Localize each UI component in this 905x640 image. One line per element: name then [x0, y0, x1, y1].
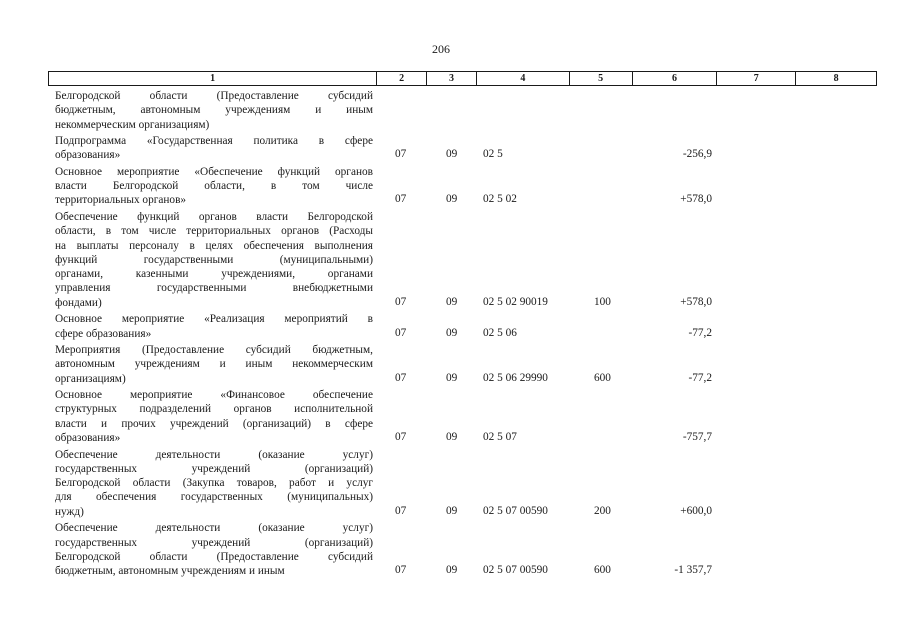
description-line: управления государственными внебюджетными [55, 282, 373, 295]
expense-type-code: 600 [594, 371, 611, 384]
row-description [55, 343, 373, 386]
section-code: 07 [395, 371, 407, 384]
description-line: сфере образования» [55, 327, 152, 340]
section-code: 07 [395, 295, 407, 308]
description-line: государственных учреждений (организаций) [55, 536, 373, 549]
row-description [55, 312, 373, 341]
description-line: для обеспечения государственных (муниципальных) [55, 491, 373, 504]
header-col-1: 1 [49, 72, 377, 85]
description-line: Основное мероприятие «Реализация мероприятий в [55, 313, 373, 326]
subsection-code: 09 [446, 504, 458, 517]
row-description [55, 89, 373, 132]
description-line: Белгородской области (Закупка товаров, работ и услуг [55, 477, 373, 490]
description-line: на выплаты персоналу в целях обеспечения выполнения [55, 239, 373, 252]
expense-type-code: 100 [594, 295, 611, 308]
description-line: Мероприятия (Предоставление субсидий бюджетным, [55, 344, 373, 357]
description-line: власти Белгородской области, в том числе [55, 180, 373, 193]
target-article-code: 02 5 06 [483, 326, 517, 339]
amount: -757,7 [682, 431, 712, 444]
header-col-2: 2 [377, 72, 427, 85]
description-line: фондами) [55, 296, 102, 309]
subsection-code: 09 [446, 148, 458, 161]
amount: +578,0 [680, 193, 712, 206]
subsection-code: 09 [446, 193, 458, 206]
amount: -77,2 [688, 326, 712, 339]
description-line: Основное мероприятие «Финансовое обеспечение [55, 389, 373, 402]
subsection-code: 09 [446, 326, 458, 339]
target-article-code: 02 5 02 90019 [483, 295, 548, 308]
section-code: 07 [395, 504, 407, 517]
header-col-8: 8 [833, 73, 839, 84]
description-line: власти и прочих учреждений (организаций) в сфере [55, 417, 373, 430]
header-col-3: 3 [427, 72, 477, 85]
description-line: Обеспечение функций органов власти Белгородской [55, 211, 373, 223]
description-line: нужд) [55, 505, 84, 518]
section-code: 07 [395, 564, 407, 577]
amount: +578,0 [680, 295, 712, 308]
description-line: бюджетным, автономным учреждениям и иным [55, 565, 285, 578]
description-line: структурных подразделений органов исполнительной [55, 403, 373, 416]
description-line: Подпрограмма «Государственная политика в сфере [55, 135, 373, 148]
description-line: органами, казенными учреждениями, органами [55, 268, 373, 281]
description-line: автономным учреждениям и иным некоммерческим [55, 358, 373, 371]
description-line: некоммерческим организациям) [55, 118, 210, 131]
description-line: бюджетным, автономным учреждениям и иным [55, 104, 373, 117]
target-article-code: 02 5 07 00590 [483, 564, 548, 577]
description-line: образования» [55, 149, 121, 162]
description-line: Обеспечение деятельности (оказание услуг) [55, 522, 373, 535]
section-code: 07 [395, 326, 407, 339]
description-line: функций государственными (муниципальными) [55, 253, 373, 266]
target-article-code: 02 5 [483, 148, 503, 161]
description-line: территориальных органов» [55, 194, 187, 207]
header-col-4: 4 [477, 72, 570, 85]
target-article-code: 02 5 06 29990 [483, 371, 548, 384]
description-line: области, в том числе территориальных органов (Расходы [55, 225, 373, 238]
description-line: государственных учреждений (организаций) [55, 462, 373, 475]
page-number: 206 [432, 42, 450, 56]
section-code: 07 [395, 148, 407, 161]
description-line: образования» [55, 432, 121, 445]
section-code: 07 [395, 431, 407, 444]
expense-type-code: 600 [594, 564, 611, 577]
expense-type-code: 200 [594, 504, 611, 517]
description-line: организациям) [55, 372, 126, 385]
amount: -77,2 [688, 371, 712, 384]
row-description [55, 521, 373, 578]
section-code: 07 [395, 193, 407, 206]
row-description [55, 210, 373, 310]
target-article-code: 02 5 02 [483, 193, 517, 206]
description-line: Белгородской области (Предоставление субсидий [55, 550, 373, 563]
row-description [55, 134, 373, 163]
target-article-code: 02 5 07 [483, 431, 517, 444]
row-description [55, 165, 373, 208]
amount: +600,0 [680, 504, 712, 517]
header-col-7: 7 [717, 72, 796, 85]
subsection-code: 09 [446, 371, 458, 384]
table-header [48, 71, 877, 86]
description-line: Основное мероприятие «Обеспечение функций органов [55, 165, 373, 178]
header-col-6: 6 [633, 72, 718, 85]
header-col-5: 5 [570, 72, 633, 85]
subsection-code: 09 [446, 564, 458, 577]
subsection-code: 09 [446, 295, 458, 308]
description-line: Обеспечение деятельности (оказание услуг) [55, 448, 373, 461]
subsection-code: 09 [446, 431, 458, 444]
amount: -1 357,7 [674, 564, 712, 577]
description-line: Белгородской области (Предоставление субсидий [55, 90, 373, 102]
row-description [55, 388, 373, 445]
target-article-code: 02 5 07 00590 [483, 504, 548, 517]
amount: -256,9 [682, 148, 712, 161]
row-description [55, 448, 373, 519]
